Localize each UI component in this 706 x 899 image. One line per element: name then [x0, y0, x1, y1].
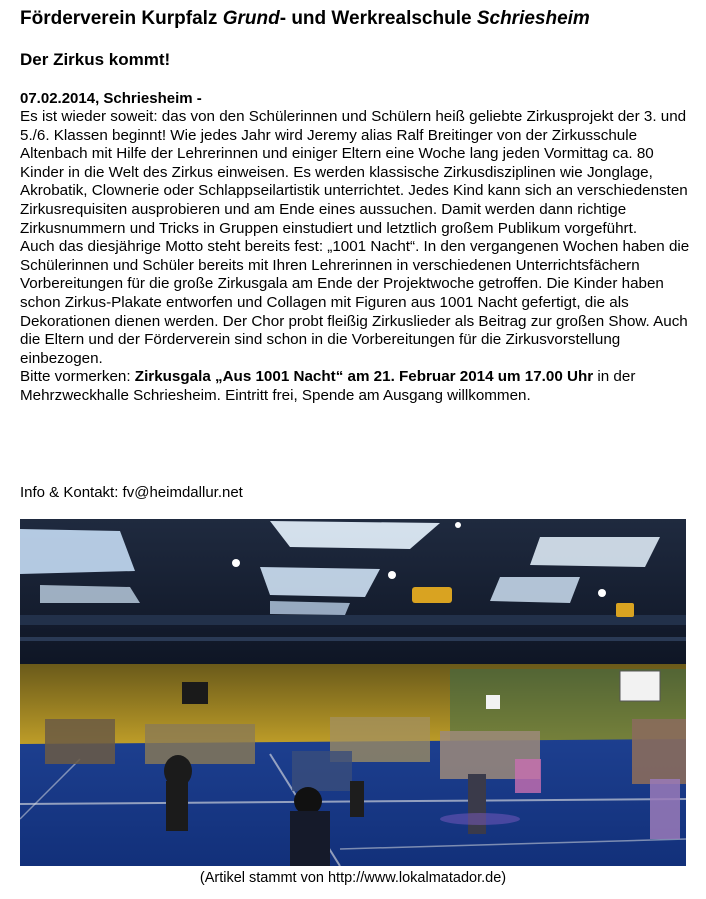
article-body	[20, 108, 700, 406]
event-note-prefix: Bitte vormerken:	[20, 368, 135, 386]
photo-caption: (Artikel stammt von http://www.lokalmatador.de)	[199, 870, 507, 886]
event-note-highlight: Zirkusgala „Aus 1001 Nacht“ am 21. Februar 2014 um 17.00 Uhr	[134, 368, 594, 386]
article-paragraph-2: Auch das diesjährige Motto steht bereits fest: „1001 Nacht“. In den vergangenen Wochen haben die Schülerinnen und Schüler bereits mit Ihren Lehrerinnen in verschiedenen Unterrichtsfächern Vorbereitungen für die große Zirkusgala am Ende der Projektwoche getroffen. Die Kinder haben schon Zirkus-Plakate entworfen und Collagen mit Figuren aus 1001 Nacht gefertigt, die als Dekorationen dienen werden. Der Chor probt fleißig Zirkuslieder als Beitrag zur großen Show. Auch die Eltern und der Förderverein sind schon in die Vorbereitungen für die Zirkusvorstellung einbezogen.	[20, 238, 690, 367]
event-note	[20, 368, 700, 405]
contact-info: Info & Kontakt: fv@heimdallur.net	[20, 484, 243, 501]
header-text-schriesheim: Schriesheim	[476, 8, 590, 29]
gym-photo-illustration	[20, 519, 686, 866]
document-header	[20, 8, 590, 30]
gym-photo	[20, 519, 686, 866]
header-text-1: Förderverein Kurpfalz	[20, 8, 223, 29]
header-text-grund: Grund	[222, 8, 280, 29]
article-headline: Der Zirkus kommt!	[20, 50, 171, 69]
header-text-2: - und Werkrealschule	[279, 8, 477, 29]
article-dateline: 07.02.2014, Schriesheim -	[20, 90, 202, 107]
article-paragraph-1: Es ist wieder soweit: das von den Schülerinnen und Schülern heiß geliebte Zirkusprojekt der 3. und 5./6. Klassen beginnt! Wie jedes Jahr wird Jeremy alias Ralf Breitinger von der Zirkusschule Altenbach mit Hilfe der Lehrerinnen und einiger Eltern eine Woche lang jeden Vormittag ca. 80 Kinder in die Welt des Zirkus einweisen. Es werden klassische Zirkusdisziplinen wie Jonglage, Akrobatik, Clownerie oder Schlappseilartistik unterrichtet. Jedes Kind kann sich an verschiedensten Zirkusrequisiten ausprobieren und am Ende eines aussuchen. Damit werden dann richtige Zirkusnummern und Tricks in Gruppen einstudiert und letztlich großem Publikum vorgeführt.	[20, 108, 688, 237]
event-note-suffix: in der Mehrzweckhalle Schriesheim. Eintritt frei, Spende am Ausgang willkommen.	[20, 368, 636, 404]
